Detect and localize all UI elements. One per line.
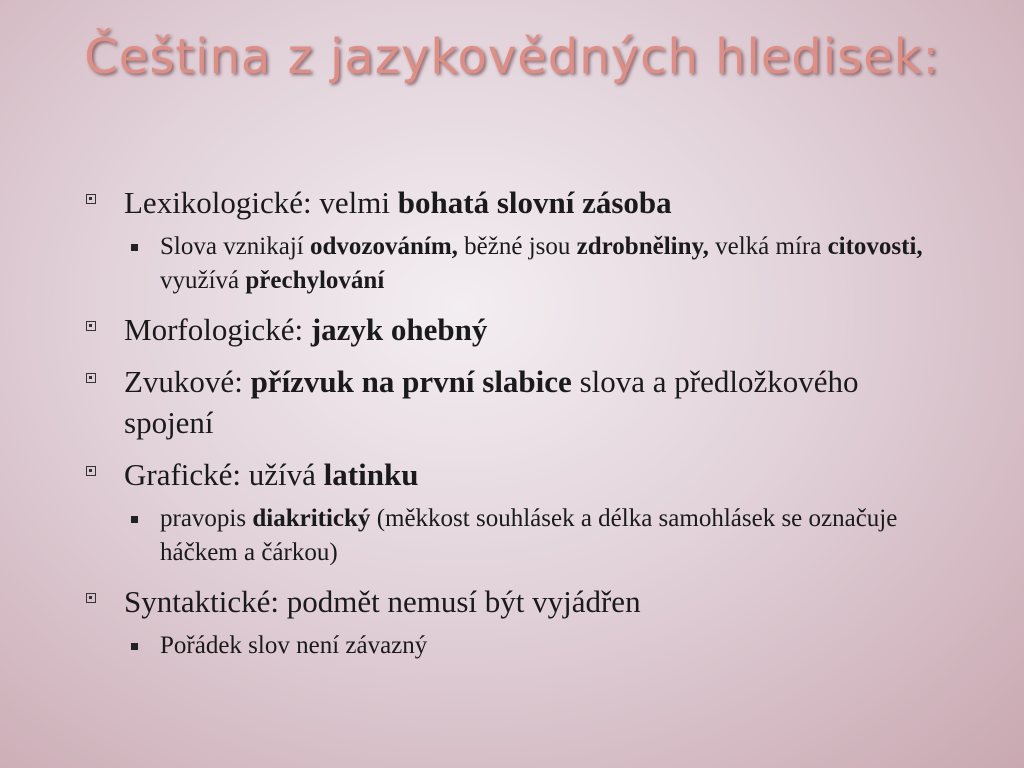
sub-bullet-item	[78, 502, 948, 570]
text: běžné jsou	[457, 233, 577, 260]
text: Slova vznikají	[160, 233, 310, 260]
bold-text: přízvuk na první slabice	[250, 364, 572, 399]
text: Grafické: užívá	[124, 457, 324, 492]
text: pravopis	[160, 505, 253, 532]
text: velká míra	[708, 233, 828, 260]
text: slova a předložkového spojení	[124, 364, 859, 440]
square-bullet-icon	[86, 593, 96, 603]
text: využívá	[160, 267, 246, 294]
bullet-item	[78, 361, 948, 443]
square-bullet-icon	[86, 194, 96, 204]
square-bullet-icon	[86, 466, 96, 476]
bold-text: bohatá slovní zásoba	[397, 185, 672, 220]
bold-text: odvozováním,	[309, 233, 458, 260]
small-square-bullet-icon	[131, 516, 138, 523]
slide-title: Čeština z jazykovědných hledisek:	[84, 29, 940, 85]
sub-bullet-item	[78, 230, 948, 298]
bullet-item	[78, 182, 948, 223]
bold-text: jazyk ohebný	[310, 312, 488, 347]
bold-text: diakritický	[252, 505, 371, 532]
bold-text: přechylování	[245, 267, 385, 294]
bold-text: citovosti,	[827, 233, 923, 260]
text: Zvukové:	[124, 364, 251, 399]
bullet-item	[78, 454, 948, 495]
text: Morfologické:	[124, 312, 311, 347]
square-bullet-icon	[86, 321, 96, 331]
bold-text: zdrobněliny,	[576, 233, 709, 260]
bold-text: latinku	[323, 457, 419, 492]
text: Lexikologické: velmi	[124, 185, 398, 220]
text: Pořádek slov není závazný	[160, 632, 428, 659]
square-bullet-icon	[86, 373, 96, 383]
small-square-bullet-icon	[131, 643, 138, 650]
small-square-bullet-icon	[131, 244, 138, 251]
text: Syntaktické: podmět nemusí být vyjádřen	[124, 584, 641, 619]
bullet-list	[78, 182, 948, 674]
sub-bullet-item	[78, 629, 948, 663]
text: (měkkost souhlásek a délka samohlásek se označuje háčkem a čárkou)	[160, 505, 898, 566]
bullet-item	[78, 309, 948, 350]
bullet-item	[78, 581, 948, 622]
